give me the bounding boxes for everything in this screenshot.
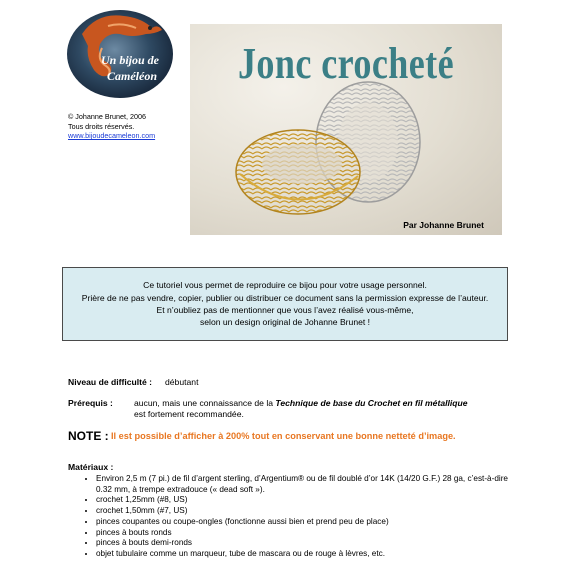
prereq-text-start: aucun, mais une connaissance de la bbox=[134, 398, 276, 408]
notice-line-1: Ce tutoriel vous permet de reproduire ce bijou pour votre usage personnel. bbox=[143, 280, 427, 290]
prereq-text-line2: est fortement recommandée. bbox=[134, 409, 244, 419]
copyright-line: © Johanne Brunet, 2006 bbox=[68, 112, 147, 121]
logo bbox=[62, 4, 182, 100]
prereq-emphasis: Technique de base du Crochet en fil métallique bbox=[275, 398, 468, 408]
logo-text-line2: Caméléon bbox=[107, 69, 157, 83]
note-label: NOTE : bbox=[68, 429, 109, 443]
logo-text-line1: Un bijou de bbox=[100, 53, 160, 67]
notice-line-4: selon un design original de Johanne Brunet ! bbox=[199, 316, 371, 327]
difficulty-value: débutant bbox=[165, 377, 199, 387]
list-item: • Environ 2,5 m (7 pi.) de fil d’argent sterling, d’Argentium® ou de fil doublé d’or 14K (14/20 G.F.) 28 ga, c’est-à-dire 0.32 mm, à trempe extradouce (« dead soft »). bbox=[96, 474, 516, 495]
list-item: • crochet 1,50mm (#7, US) bbox=[96, 506, 516, 517]
hero-author: Par Johanne Brunet bbox=[403, 220, 484, 230]
hero-image bbox=[190, 24, 502, 235]
materials-list bbox=[68, 474, 516, 560]
list-item: • pinces coupantes ou coupe-ongles (fonctionne aussi bien et prend peu de place) bbox=[96, 517, 516, 528]
list-item: • objet tubulaire comme un marqueur, tube de mascara ou de rouge à lèvres, etc. bbox=[96, 549, 516, 560]
list-item: • pinces à bouts ronds bbox=[96, 528, 516, 539]
prereq-text bbox=[134, 398, 504, 420]
license-notice bbox=[62, 267, 508, 341]
note-text: Il est possible d’afficher à 200% tout en conservant une bonne netteté d’image. bbox=[111, 431, 456, 441]
notice-line-2: Prière de ne pas vendre, copier, publier ou distribuer ce document sans la permission expresse de l’auteur. bbox=[81, 292, 489, 303]
hero-title: Jonc crocheté bbox=[237, 39, 455, 88]
chameleon-logo-icon bbox=[62, 4, 182, 100]
rights-line: Tous droits réservés. bbox=[68, 121, 135, 131]
difficulty-label: Niveau de difficulté : bbox=[68, 377, 153, 387]
materials-label: Matériaux : bbox=[68, 462, 114, 472]
copyright-block bbox=[68, 112, 155, 141]
materials-section bbox=[68, 462, 516, 560]
list-item: • pinces à bouts demi-ronds bbox=[96, 538, 516, 549]
list-item: • crochet 1,25mm (#8, US) bbox=[96, 495, 516, 506]
prereq-label: Prérequis : bbox=[68, 398, 113, 408]
website-link[interactable]: www.bijoudecameleon.com bbox=[68, 131, 156, 140]
notice-line-3: Et n’oubliez pas de mentionner que vous l’avez réalisé vous-même, bbox=[156, 305, 414, 315]
